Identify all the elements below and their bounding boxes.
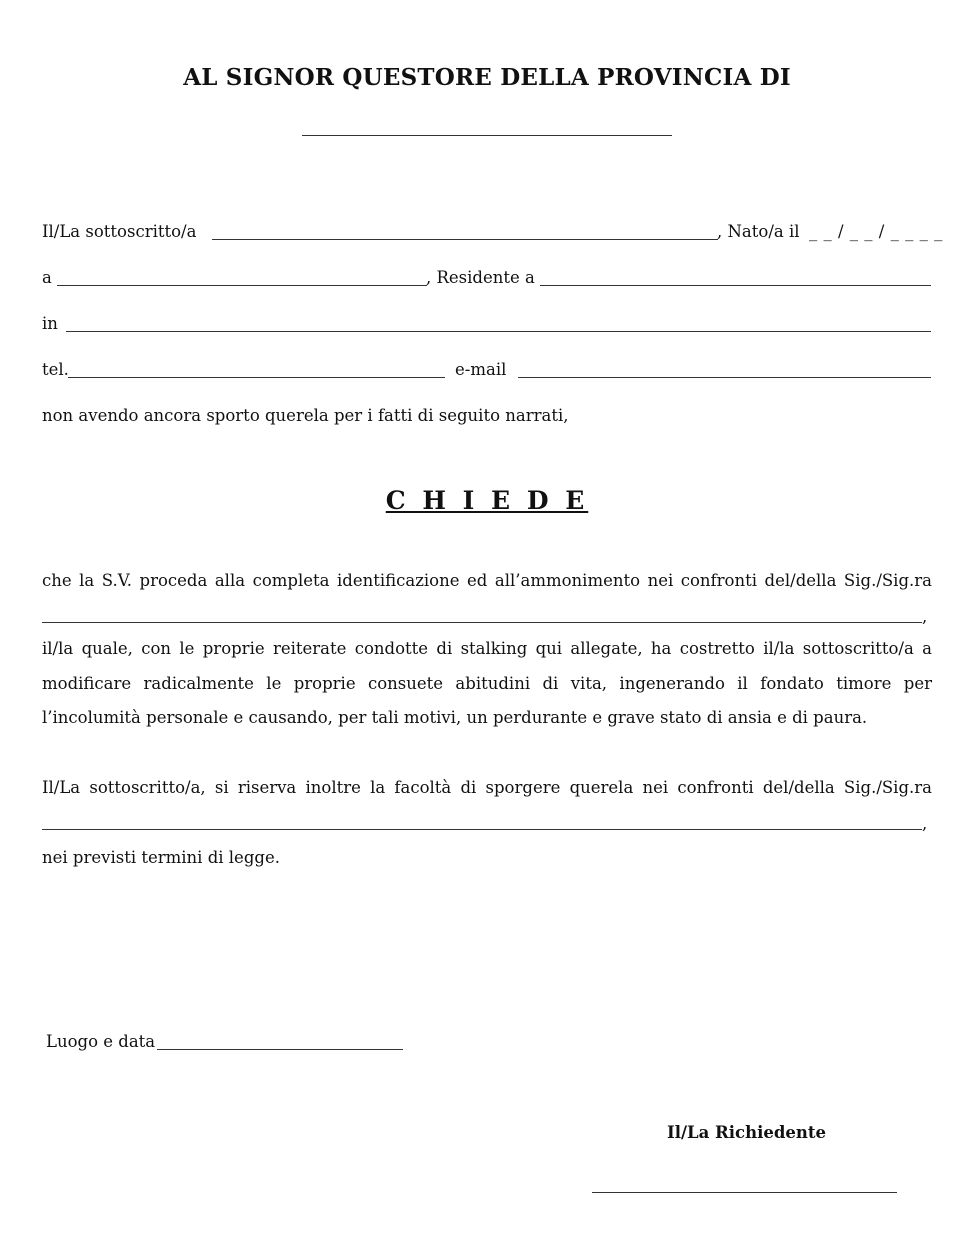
provincia-field-line[interactable] [302, 135, 672, 136]
tel-label: tel. [42, 360, 69, 379]
place-date-label: Luogo e data [46, 1032, 156, 1051]
birthplace-label: a [42, 268, 52, 287]
chiede-heading: C H I E D E [385, 486, 589, 515]
nato-label: , Nato/a il [717, 222, 800, 241]
accused-comma: , [922, 607, 928, 626]
address-field-line[interactable] [66, 331, 931, 332]
address-label: in [42, 314, 58, 333]
signatory-label: Il/La Richiedente [667, 1123, 826, 1142]
tel-field-line[interactable] [68, 377, 445, 378]
residente-label: , Residente a [426, 268, 535, 287]
place-date-field-line[interactable] [157, 1049, 403, 1050]
stalking-paragraph: il/la quale, con le proprie reiterate condotte di stalking qui allegate, ha costretto il/la sottoscritto/a a modificare radicalmente le proprie consuete abitudini di vita, ingenerando il fondato timore per l’incolumità personale e causando, per tali motivi, un perdurante e grave stato di ansia e di paura. [42, 639, 932, 727]
email-field-line[interactable] [518, 377, 931, 378]
querela-name-field-line[interactable] [42, 829, 922, 830]
legal-terms-text: nei previsti termini di legge. [42, 848, 280, 867]
querela-statement: non avendo ancora sporto querela per i fatti di seguito narrati, [42, 406, 569, 425]
signature-field-line[interactable] [592, 1192, 897, 1193]
querela-comma: , [922, 814, 928, 833]
email-label: e-mail [455, 360, 507, 379]
reserve-line: Il/La sottoscritto/a, si riserva inoltre la facoltà di sporgere querela nei confronti del/della Sig./Sig.ra [42, 778, 932, 797]
residence-field-line[interactable] [540, 285, 931, 286]
request-line: che la S.V. proceda alla completa identificazione ed all’ammonimento nei confronti del/della Sig./Sig.ra [42, 571, 932, 590]
name-field-line[interactable] [212, 239, 718, 240]
accused-name-field-line[interactable] [42, 622, 922, 623]
document-title: AL SIGNOR QUESTORE DELLA PROVINCIA DI [183, 64, 791, 91]
sottoscritto-label: Il/La sottoscritto/a [42, 222, 197, 241]
birthplace-field-line[interactable] [57, 285, 427, 286]
birth-date-field[interactable]: _ _ / _ _ / _ _ _ _ [809, 222, 943, 241]
